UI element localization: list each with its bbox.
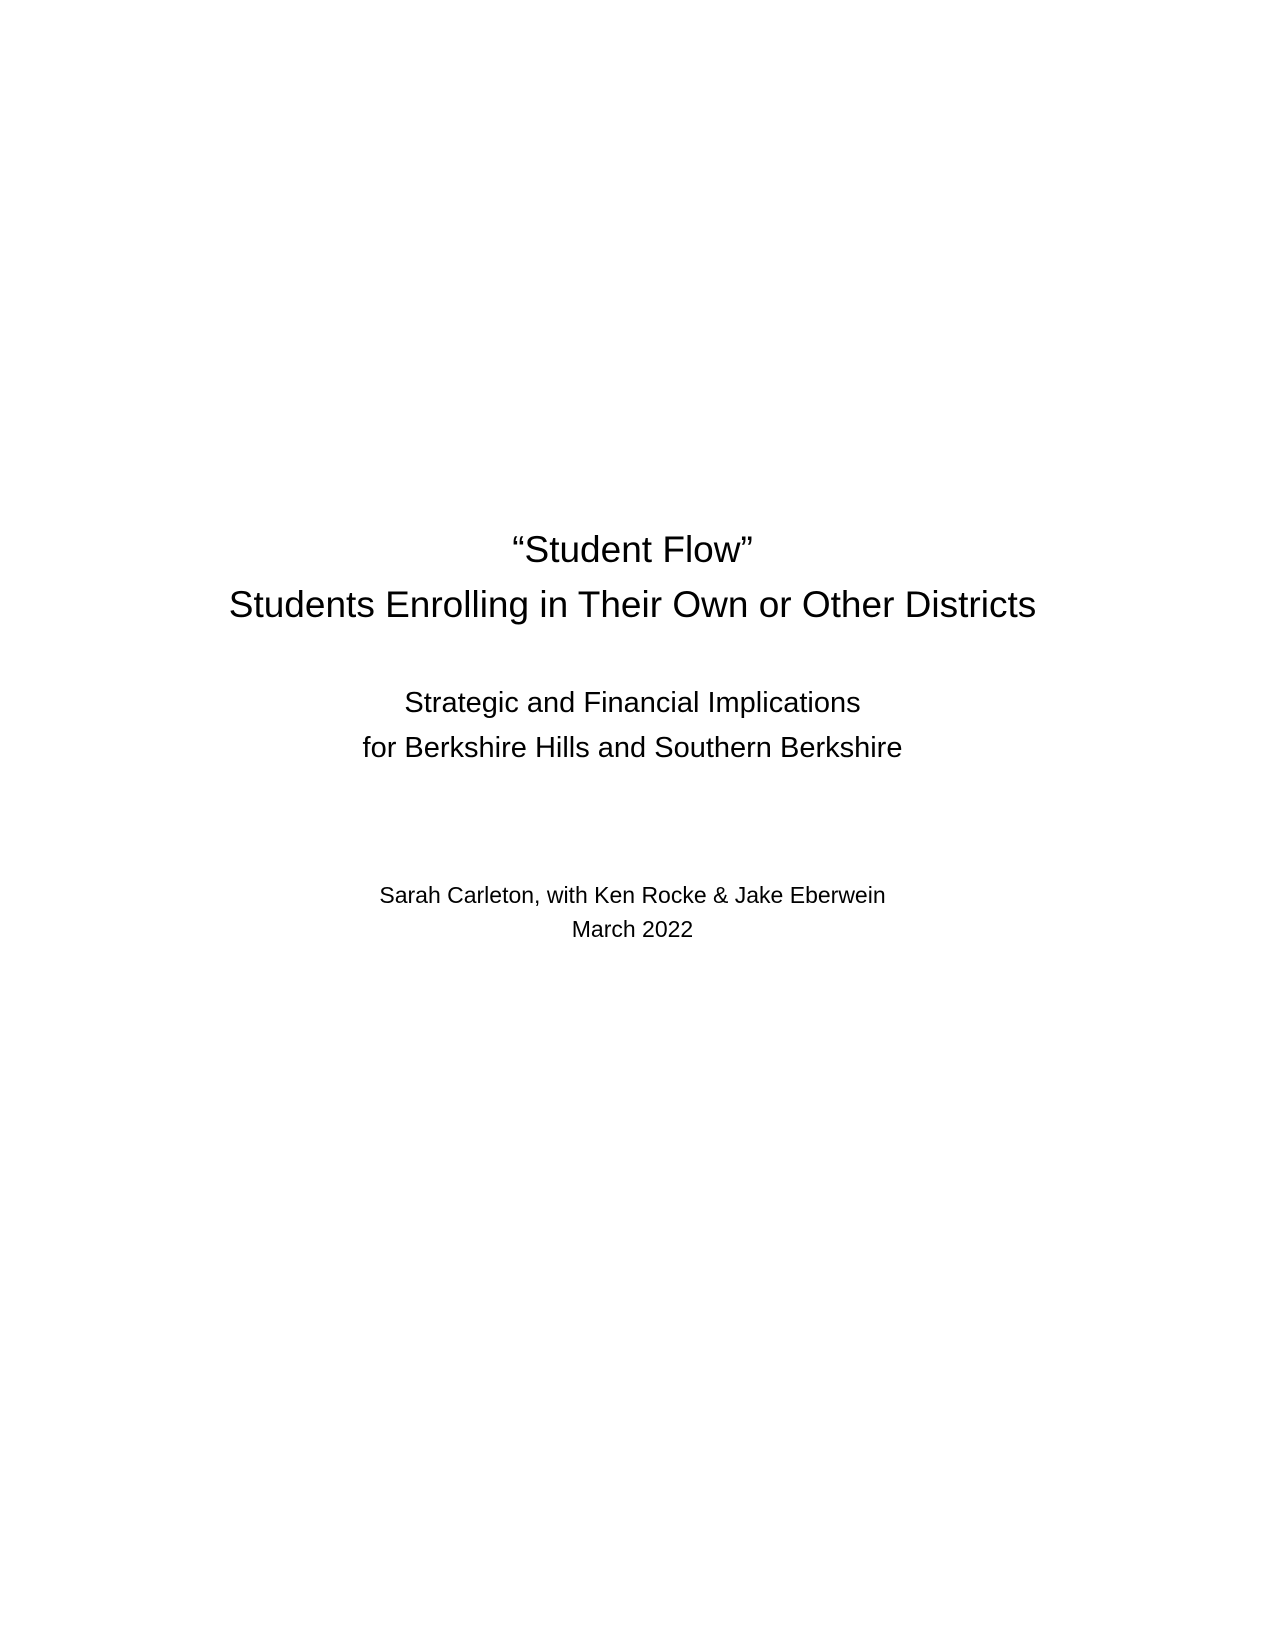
author-block bbox=[0, 878, 1265, 946]
authors: Sarah Carleton, with Ken Rocke & Jake Eberwein bbox=[379, 882, 886, 908]
subtitle-line-1: Strategic and Financial Implications bbox=[404, 687, 861, 719]
title-line-1: “Student Flow” bbox=[512, 529, 753, 570]
subtitle-line-2: for Berkshire Hills and Southern Berkshire bbox=[362, 732, 903, 764]
publication-date: March 2022 bbox=[571, 916, 694, 942]
subtitle-block bbox=[0, 681, 1265, 771]
title-block bbox=[0, 522, 1265, 632]
title-line-2: Students Enrolling in Their Own or Other Districts bbox=[228, 584, 1037, 625]
